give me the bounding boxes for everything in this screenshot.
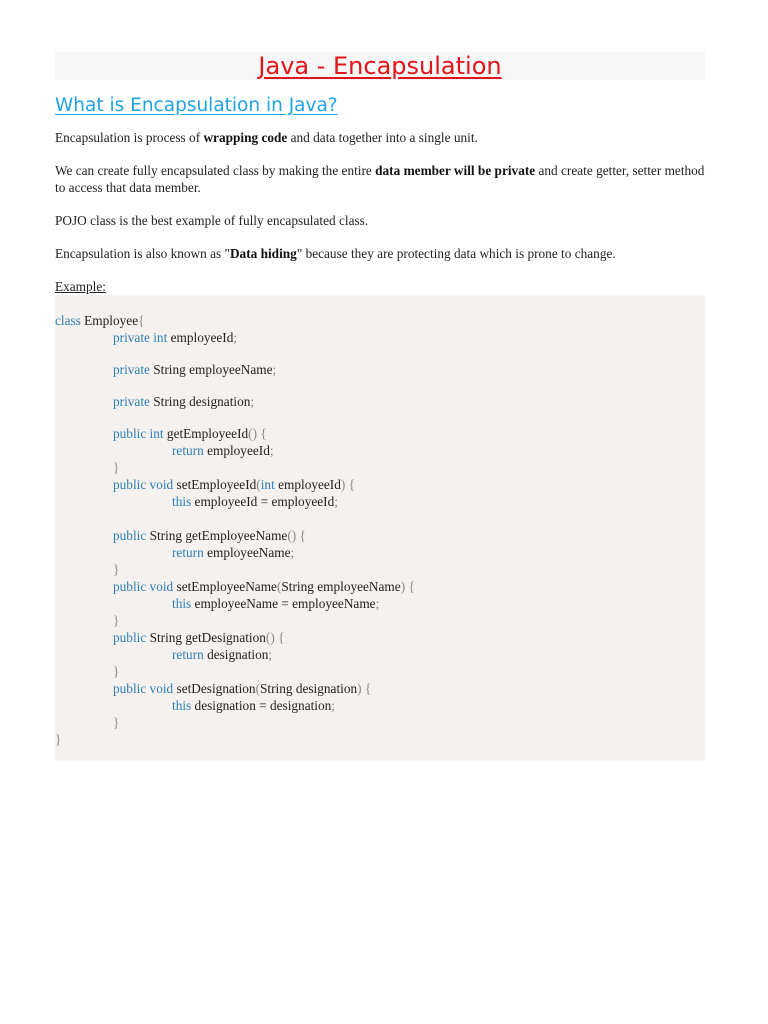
code-punct: () { (287, 528, 306, 543)
code-line (55, 731, 61, 748)
code-line (113, 476, 355, 493)
code-keyword: return (172, 647, 204, 662)
code-punct: } (113, 613, 120, 628)
code-text: setEmployeeName (173, 579, 277, 594)
paragraph-private-members (55, 162, 705, 196)
code-text: employeeId (167, 330, 234, 345)
code-line (172, 442, 274, 459)
code-keyword: this (172, 698, 192, 713)
code-text: Employee (80, 313, 139, 328)
code-text: designation (203, 647, 269, 662)
code-text: employeeId (203, 443, 270, 458)
code-punct: ) { (400, 579, 415, 594)
code-punct: ( (256, 477, 261, 492)
code-punct: ; (250, 394, 255, 409)
text-run: We can create fully encapsulated class by making the entire (55, 163, 376, 178)
code-line (113, 561, 119, 578)
code-line (113, 714, 119, 731)
code-text: employeeId (274, 477, 341, 492)
code-line (113, 663, 119, 680)
code-line (113, 629, 284, 646)
code-text: employeeName (203, 545, 291, 560)
code-line (113, 680, 371, 697)
code-keyword: public void (113, 477, 174, 492)
code-keyword: private (113, 394, 150, 409)
code-text: setDesignation (173, 681, 256, 696)
code-keyword: public void (113, 579, 174, 594)
code-line (113, 578, 415, 595)
code-line (113, 329, 237, 346)
code-text: employeeName = employeeName (191, 596, 376, 611)
code-text: String designation (149, 394, 251, 409)
code-text: String designation (260, 681, 358, 696)
bold-text: wrapping code (203, 130, 288, 145)
code-punct: } (113, 664, 120, 679)
code-punct: ( (276, 579, 282, 594)
code-line (172, 646, 272, 663)
code-text: employeeId = employeeId (191, 494, 335, 509)
code-line (113, 361, 276, 378)
code-text: String getDesignation (146, 630, 266, 645)
code-keyword: return (172, 443, 204, 458)
text-run: and data together into a single unit. (287, 130, 478, 145)
code-line (172, 544, 294, 561)
code-punct: ; (331, 698, 336, 713)
code-punct: ; (269, 443, 274, 458)
code-text: designation = designation (191, 698, 332, 713)
code-line (113, 425, 267, 442)
code-punct: } (113, 715, 120, 730)
page-title: Java - Encapsulation (258, 52, 502, 80)
bold-text: data member will be private (375, 163, 536, 178)
code-punct: ; (334, 494, 338, 509)
code-block (55, 295, 705, 761)
subtitle-wrap (55, 80, 705, 118)
example-label: Example: (55, 279, 106, 294)
paragraph-pojo: POJO class is the best example of fully encapsulated class. (55, 213, 369, 228)
paragraph-data-hiding (55, 245, 705, 262)
text-run: " because they are protecting data which is prone to change. (296, 246, 616, 261)
code-punct: ; (233, 330, 238, 345)
code-keyword: public (113, 630, 147, 645)
code-line (113, 393, 254, 410)
code-line (55, 312, 144, 329)
code-text: String employeeName (281, 579, 401, 594)
code-punct: ) { (340, 477, 356, 492)
code-punct: ; (268, 647, 273, 662)
code-line (113, 527, 306, 544)
code-text: String getEmployeeName (146, 528, 288, 543)
paragraph-definition (55, 129, 705, 146)
code-punct: ; (272, 362, 277, 377)
text-run: Encapsulation is process of (55, 130, 204, 145)
code-punct: ) { (357, 681, 372, 696)
code-punct: } (113, 562, 120, 577)
code-punct: () { (248, 426, 267, 441)
code-line (113, 612, 119, 629)
code-punct: ( (255, 681, 260, 696)
code-punct: { (138, 313, 145, 328)
code-keyword: this (172, 596, 192, 611)
code-text: setEmployeeId (173, 477, 257, 492)
code-punct: } (55, 732, 62, 747)
code-line (113, 459, 119, 476)
code-line (172, 595, 379, 612)
code-punct: ; (290, 545, 295, 560)
code-keyword: return (172, 545, 204, 560)
code-line (172, 493, 338, 510)
bold-text: Data hiding (229, 246, 297, 261)
title-bar (55, 52, 705, 80)
document-page (55, 52, 705, 761)
example-label-line (55, 278, 705, 295)
code-keyword: private int (113, 330, 168, 345)
code-punct: ; (375, 596, 380, 611)
code-keyword: int (260, 477, 275, 492)
text-run: and create getter, setter method to access that data member. (55, 163, 705, 195)
code-keyword: public void (113, 681, 174, 696)
code-keyword: class (55, 313, 81, 328)
text-run: Encapsulation is also known as " (55, 246, 230, 261)
code-keyword: this (172, 494, 192, 509)
code-keyword: public (113, 528, 147, 543)
code-line (172, 697, 335, 714)
code-punct: () { (265, 630, 285, 645)
code-keyword: private (113, 362, 150, 377)
section-heading: What is Encapsulation in Java? (55, 95, 338, 116)
code-text: String employeeName (149, 362, 273, 377)
code-punct: } (113, 460, 120, 475)
code-keyword: public int (113, 426, 164, 441)
code-text: getEmployeeId (163, 426, 249, 441)
